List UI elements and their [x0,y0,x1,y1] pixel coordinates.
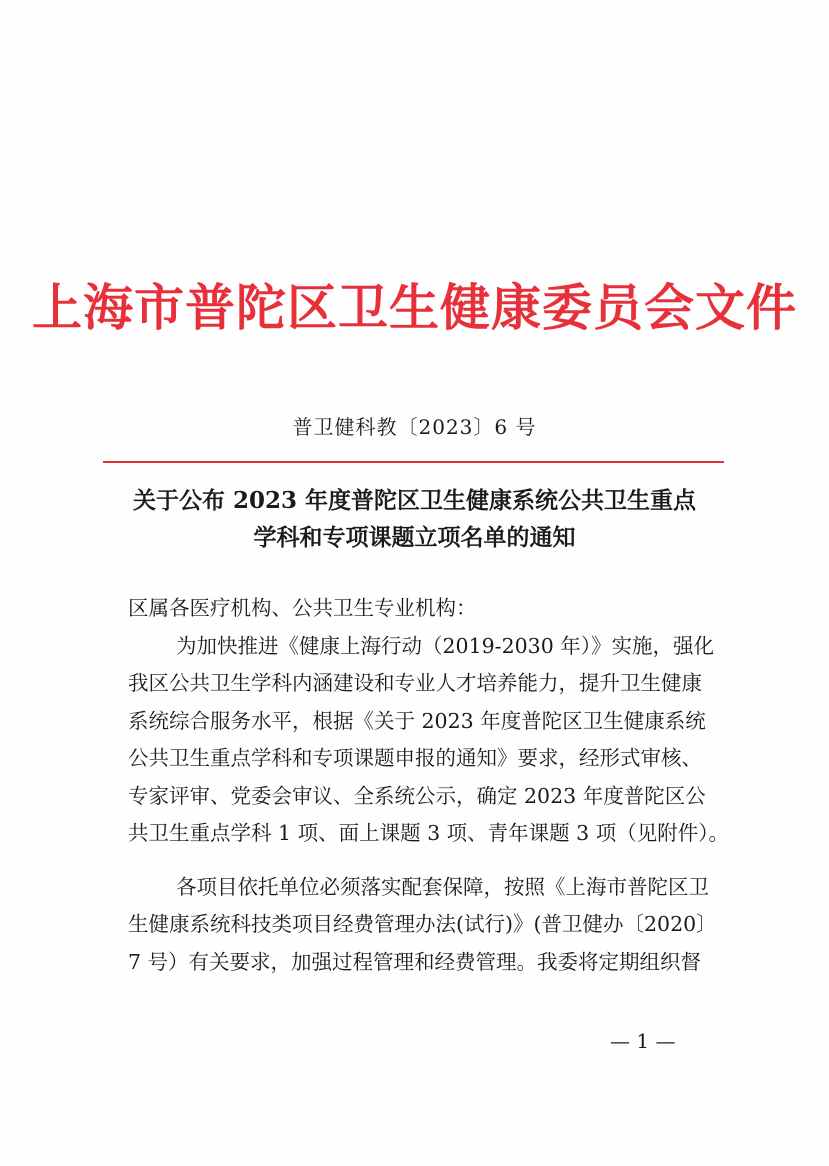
paragraph-2-line: 各项目依托单位必须落实配套保障，按照《上海市普陀区卫 [176,874,709,899]
red-divider-line [103,461,724,463]
paragraph-1-line: 公共卫生重点学科和专项课题申报的通知》要求，经形式审核、 [128,746,702,770]
paragraph-gap [128,853,712,869]
paragraph-1-line: 系统综合服务水平，根据《关于 2023 年度普陀区卫生健康系统 [128,708,706,733]
notice-title-line-2: 学科和专项课题立项名单的通知 [253,524,576,551]
paragraph-1-line: 我区公共卫生学科内涵建设和专业人才培养能力，提升卫生健康 [128,671,702,695]
paragraph-2-line: 生健康系统科技类项目经费管理办法(试行)》(普卫健办〔2020〕 [128,912,717,936]
notice-title-line-1: 关于公布 2023 年度普陀区卫生健康系统公共卫生重点 [132,487,697,514]
salutation: 区属各医疗机构、公共卫生专业机构： [128,596,477,620]
document-number: 普卫健科教〔2023〕6 号 [292,415,537,439]
paragraph-1-line: 共卫生重点学科 1 项、面上课题 3 项、青年课题 3 项（见附件）。 [128,821,729,845]
paragraph-2-line: 7 号）有关要求，加强过程管理和经费管理。我委将定期组织督 [128,949,702,974]
paragraph-1-line: 专家评审、党委会审议、全系统公示，确定 2023 年度普陀区公 [128,783,706,808]
paragraph-1-line: 为加快推进《健康上海行动（2019-2030 年）》实施，强化 [176,633,715,658]
body-text [128,590,729,981]
issuer-header-title: 上海市普陀区卫生健康委员会文件 [32,278,797,337]
notice-title [0,482,829,556]
page-number: — 1 — [610,1029,676,1053]
